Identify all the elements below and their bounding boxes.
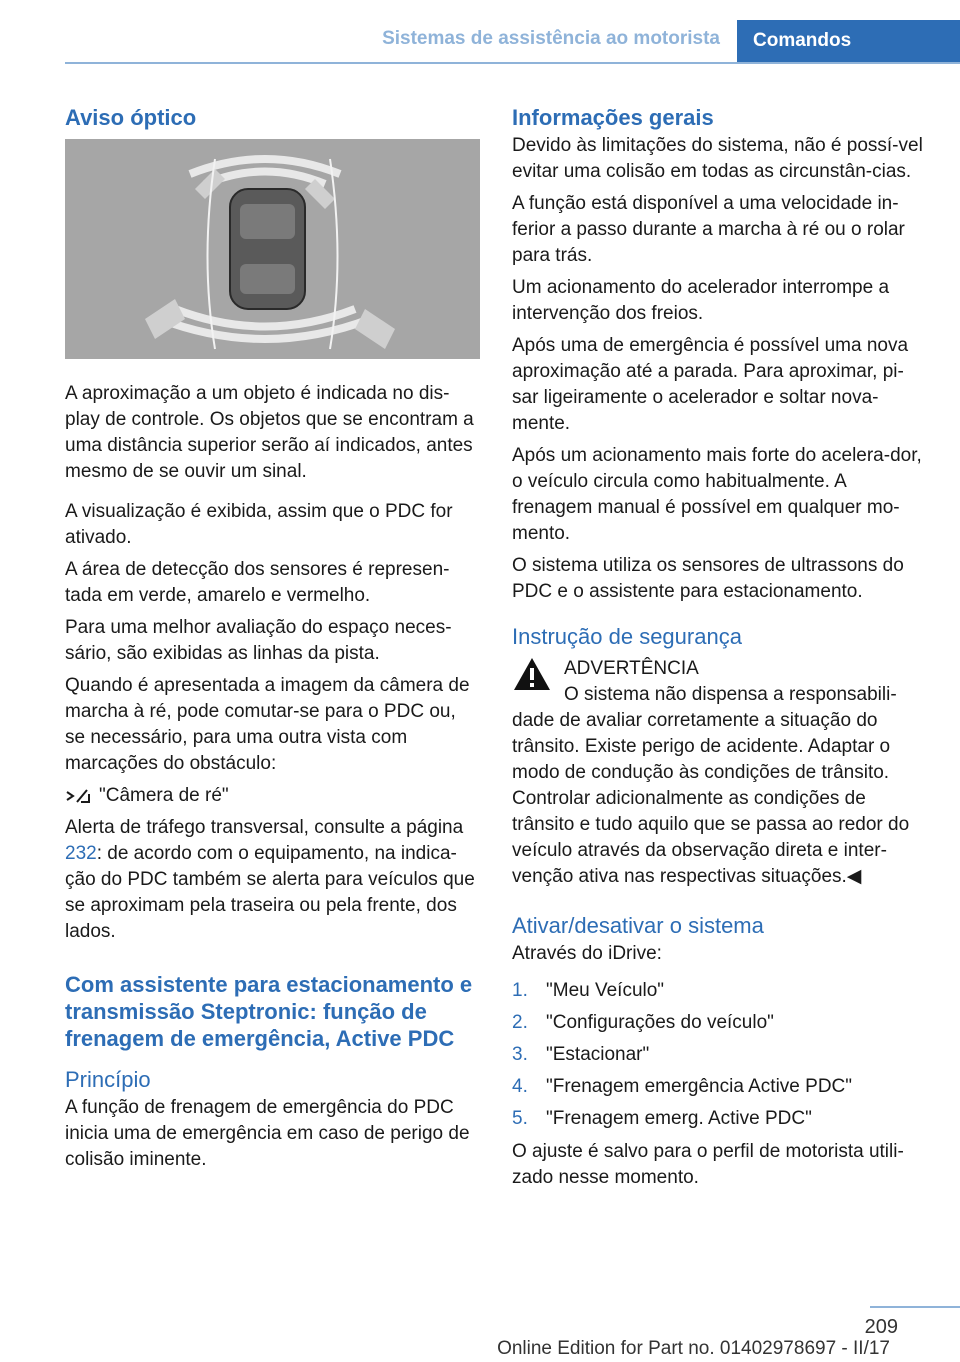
warning-title: ADVERTÊNCIA (564, 658, 699, 679)
step-number: 4. (512, 1076, 528, 1097)
paragraph: A função está disponível a uma velocidade in-ferior a passo durante a marcha à ré ou o rolar para trás. (512, 193, 905, 266)
heading-active-pdc: Com assistente para estacionamento e transmissão Steptronic: função de frenagem de emergência, Active PDC (65, 972, 473, 1051)
step-number: 1. (512, 980, 528, 1001)
heading-aviso-optico: Aviso óptico (65, 105, 197, 130)
step-text: "Frenagem emergência Active PDC" (546, 1076, 853, 1097)
camera-label: "Câmera de ré" (99, 785, 229, 806)
paragraph: O sistema utiliza os sensores de ultrassons do PDC e o assistente para estacionamento. (512, 555, 904, 602)
step-text: "Configurações do veículo" (546, 1012, 774, 1033)
pdc-parking-display-image (65, 139, 480, 359)
paragraph: A função de frenagem de emergência do PDC inicia uma de emergência em caso de perigo de colisão iminente. (65, 1097, 470, 1170)
page-link[interactable]: 232 (65, 843, 97, 864)
paragraph: Após uma de emergência é possível uma nova aproximação até a parada. Para aproximar, pi-sar ligeiramente o acelerador e soltar nova-mente. (512, 335, 909, 434)
step-number: 3. (512, 1044, 528, 1065)
paragraph: Quando é apresentada a imagem da câmera de marcha à ré, pode comutar-se para o PDC ou, se necessário, para uma outra vista com marcações do obstáculo: (65, 675, 470, 774)
paragraph: A visualização é exibida, assim que o PDC for ativado. (65, 501, 453, 548)
warning-block (512, 656, 926, 890)
left-column (65, 96, 480, 1179)
paragraph: A aproximação a um objeto é indicada no dis-play de controle. Os objetos que se encontram a uma distância superior serão aí indicados, antes mesmo de se ouvir um sinal. (65, 383, 474, 482)
paragraph: Para uma melhor avaliação do espaço neces-sário, são exibidas as linhas da pista. (65, 617, 452, 664)
paragraph: O ajuste é salvo para o perfil de motorista utili-zado nesse momento. (512, 1141, 904, 1188)
camera-option (65, 783, 480, 809)
rear-camera-icon (65, 786, 93, 806)
paragraph-cross-traffic (65, 815, 480, 945)
heading-informacoes-gerais: Informações gerais (512, 105, 714, 130)
step-number: 5. (512, 1108, 528, 1129)
paragraph: Após um acionamento mais forte do acelera-dor, o veículo circula como habitualmente. A frenagem manual é possível em qualquer mo-mento. (512, 445, 922, 544)
steps-list (512, 975, 926, 1135)
list-item (512, 1007, 926, 1039)
footer-rule (870, 1306, 960, 1308)
text: : de acordo com o equipamento, na indica-ção do PDC também se alerta para veículos que se aproximam pela traseira ou pela frente, dos lados. (65, 843, 475, 942)
list-item (512, 975, 926, 1007)
warning-text: dade de avaliar corretamente a situação do trânsito. Existe perigo de acidente. Adaptar o modo de condução às condições de trânsito. Controlar adicionalmente as condições de trânsito e tudo aquilo que se passa ao redor do veículo através da observação direta e inter-venção ativa nas respectivas situações.◀ (512, 710, 910, 887)
header-chapter-tab: Comandos (737, 20, 960, 62)
list-item (512, 1103, 926, 1135)
heading-ativar-desativar: Ativar/desativar o sistema (512, 913, 764, 938)
paragraph: Devido às limitações do sistema, não é possí-vel evitar uma colisão em todas as circunstân-cias. (512, 135, 923, 182)
right-column (512, 96, 926, 1197)
step-text: "Frenagem emerg. Active PDC" (546, 1108, 812, 1129)
list-item (512, 1039, 926, 1071)
step-text: "Estacionar" (546, 1044, 650, 1065)
heading-principio: Princípio (65, 1067, 151, 1092)
heading-instrucao-seguranca: Instrução de segurança (512, 624, 742, 649)
paragraph: Um acionamento do acelerador interrompe a intervenção dos freios. (512, 277, 890, 324)
step-text: "Meu Veículo" (546, 980, 665, 1001)
step-number: 2. (512, 1012, 528, 1033)
header-section-title: Sistemas de assistência ao motorista (382, 28, 720, 49)
text: Alerta de tráfego transversal, consulte a página (65, 817, 464, 838)
edition-note: Online Edition for Part no. 01402978697 - II/17 (497, 1338, 890, 1359)
paragraph: Através do iDrive: (512, 943, 662, 964)
header-rule (65, 62, 960, 64)
page-number: 209 (864, 1316, 898, 1338)
warning-triangle-icon (512, 656, 552, 692)
paragraph: A área de detecção dos sensores é represen-tada em verde, amarelo e vermelho. (65, 559, 450, 606)
warning-line1: O sistema não dispensa a responsabili- (564, 684, 897, 705)
list-item (512, 1071, 926, 1103)
